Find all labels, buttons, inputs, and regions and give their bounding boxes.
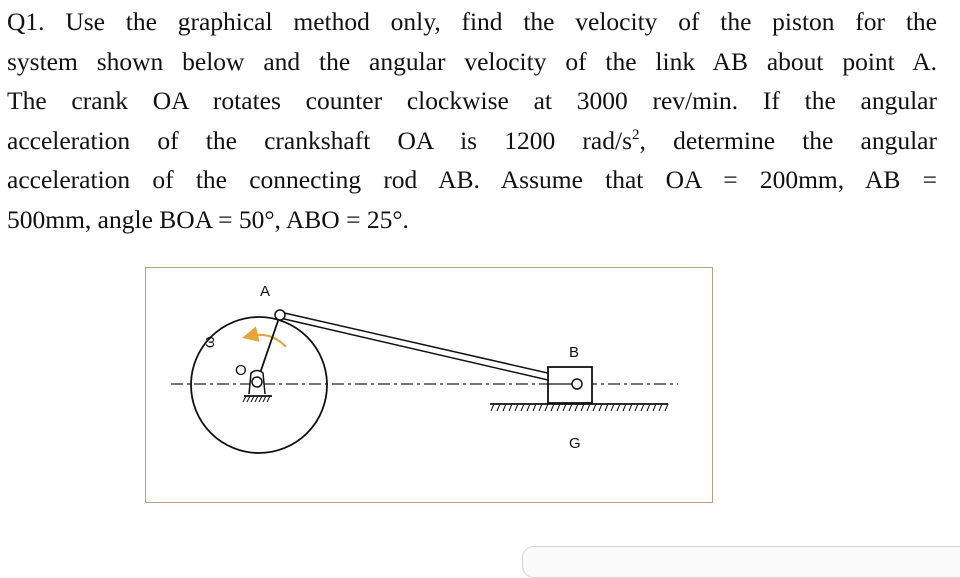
question-line-4-end: , determine the angular (639, 125, 937, 155)
superscript-exponent: 2 (632, 126, 640, 143)
question-line-5: acceleration of the connecting rod AB. Assume that OA = 200mm, AB = (7, 165, 937, 195)
question-line-3: The crank OA rotates counter clockwise at 3000 rev/min. If the angular (7, 86, 937, 116)
connecting-rod-ab-lower (280, 318, 574, 386)
question-line-2: system shown below and the angular velocity of the link AB about point A. (7, 46, 937, 76)
label-b: B (569, 344, 580, 361)
mechanism-figure (145, 267, 713, 503)
mechanism-diagram (146, 268, 714, 504)
label-omega: ω (201, 336, 218, 348)
pin-a (275, 310, 285, 320)
piston-block-b (548, 367, 592, 403)
question-line-6: 500mm, angle BOA = 50°, ABO = 25°. (7, 204, 409, 234)
question-line-1: Q1. Use the graphical method only, find the velocity of the piston for the (7, 7, 937, 36)
question-line-4-main: acceleration of the crankshaft OA is 1200 rad/s (7, 125, 633, 155)
corner-panel-edge (522, 546, 960, 578)
ground-guide-g (490, 404, 668, 411)
rotation-arrow-icon (250, 335, 286, 347)
question-text (7, 2, 937, 240)
connecting-rod-ab-upper (280, 312, 574, 379)
pivot-o-support (243, 371, 272, 403)
question-line-4 (7, 121, 937, 161)
label-g: G (569, 435, 581, 452)
label-o: O (235, 362, 247, 379)
label-a: A (260, 283, 271, 300)
pin-b (572, 379, 582, 389)
